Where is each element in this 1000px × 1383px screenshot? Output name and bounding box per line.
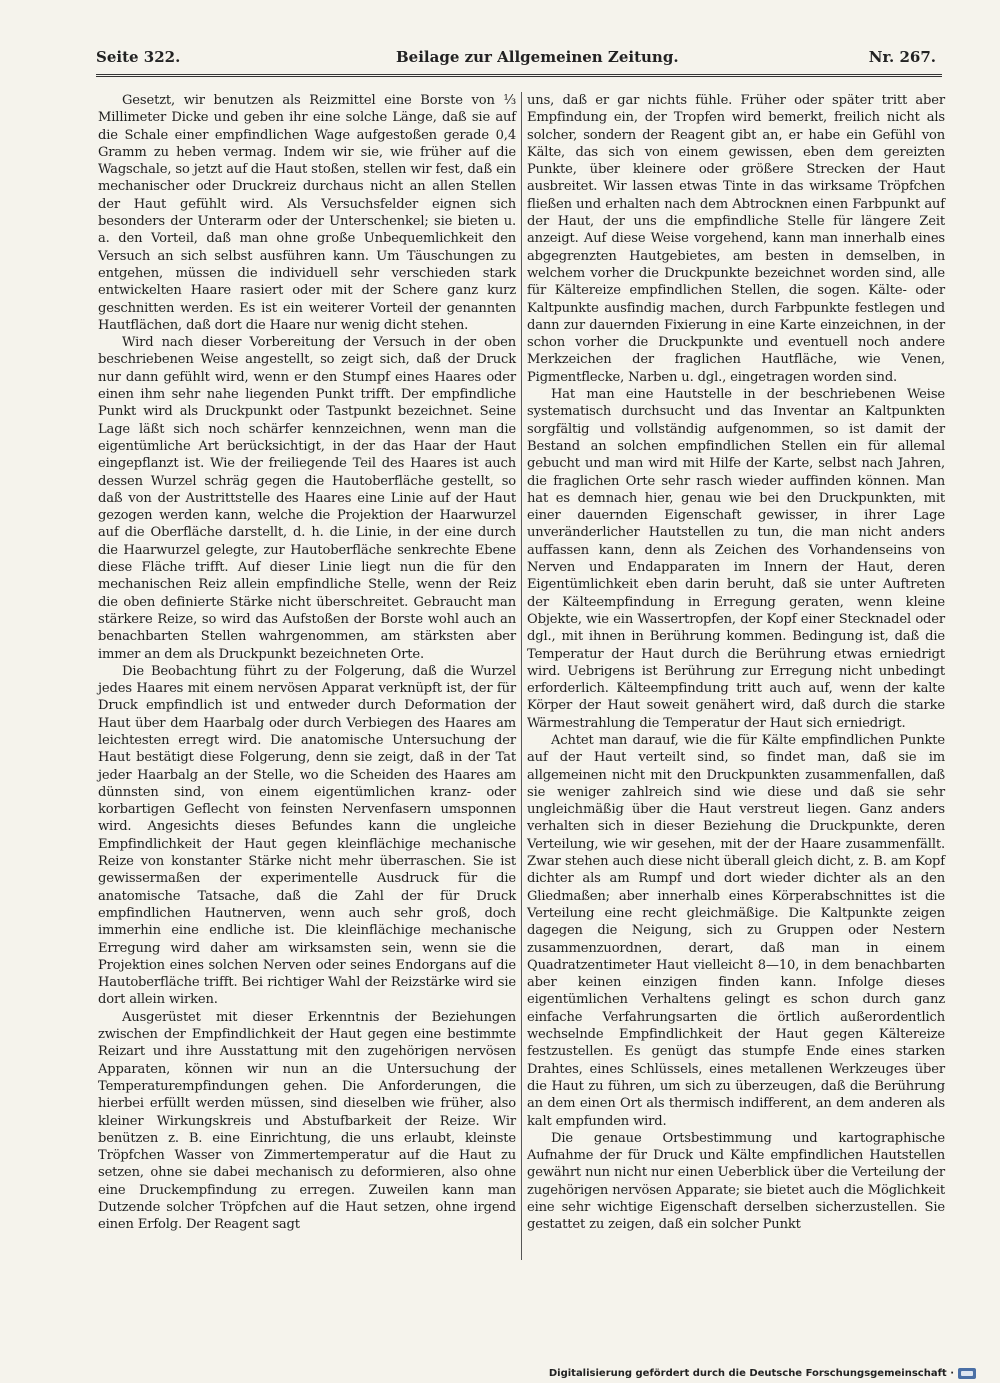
paragraph: uns, daß er gar nichts fühle. Früher oder später tritt aber Empfindung ein, der Tropfen wird bemerkt, freilich nicht als solcher, sondern der Reagent gibt an, er habe ein Gefühl von Kälte, das sich von einem gewissen, eben dem gereizten Punkte, über kleinere oder größere Strecken der Haut ausbreitet. Wir lassen etwas Tinte in das wirksame Tröpfchen fließen und erhalten nach dem Abtrocknen einen Farbpunkt auf der Haut, der uns die empfindliche Stelle für längere Zeit anzeigt. Auf diese Weise vorgehend, kann man innerhalb eines abgegrenzten Hautgebietes, am besten in demselben, in welchem vorher die Druckpunkte bezeichnet worden sind, alle für Kältereize empfindlichen Stellen, die sogen. Kälte- oder Kaltpunkte ausfindig machen, durch Farbpunkte festlegen und dann zur dauernden Fixierung in eine Karte einzeichnen, in der schon vorher die Druckpunkte und eventuell noch andere Merkzeichen der fraglichen Hautfläche, wie Venen, Pigmentflecke, Narben u. dgl., eingetragen worden sind. [527, 93, 945, 385]
page-header [96, 48, 936, 72]
right-column [527, 92, 945, 1234]
column-divider [521, 92, 522, 1260]
footer-text: Digitalisierung gefördert durch die Deutsche Forschungsgemeinschaft · [548, 1367, 954, 1379]
left-column [98, 92, 516, 1234]
paragraph: Achtet man darauf, wie die für Kälte empfindlichen Punkte auf der Haut verteilt sind, so findet man, daß sie im allgemeinen nicht mit den Druckpunkten zusammenfallen, daß sie weniger zahlreich sind wie diese und daß sie sehr ungleichmäßig über die Haut verstreut liegen. Ganz anders verhalten sich in dieser Beziehung die Druckpunkte, deren Verteilung, wie wir gesehen, mit der der Haare zusammenfällt. Zwar stehen auch diese nicht überall gleich dicht, z. B. am Kopf dichter als am Rumpf und dort wieder dichter als an den Gliedmaßen; aber innerhalb eines Körperabschnittes ist die Verteilung eine recht gleichmäßige. Die Kaltpunkte zeigen dagegen die Neigung, sich zu Gruppen oder Nestern zusammenzuordnen, derart, daß man in einem Quadratzentimeter Haut vielleicht 8—10, in dem benachbarten aber keinen einzigen finden kann. Infolge dieses eigentümlichen Verhaltens gelingt es schon durch ganz einfache Verfahrungsarten die örtlich außerordentlich wechselnde Empfindlichkeit der Haut gegen Kältereize festzustellen. Es genügt das stumpfe Ende eines starken Drahtes, eines Schlüssels, eines metallenen Werkzeuges über die Haut zu führen, um sich zu überzeugen, daß die Berührung an dem einen Ort als thermisch indifferent, an dem anderen als kalt empfunden wird. [527, 732, 945, 1129]
header-rule [96, 74, 942, 77]
dfg-logo-icon [958, 1368, 976, 1379]
digitization-footer [549, 1366, 976, 1380]
paragraph: Hat man eine Hautstelle in der beschriebenen Weise systematisch durchsucht und das Inventar an Kaltpunkten sorgfältig und vollständig aufgenommen, so ist damit der Bestand an solchen empfindlichen Stellen ein für allemal gebucht und man wird mit Hilfe der Karte, selbst nach Jahren, die fraglichen Orte sehr rasch wieder auffinden können. Man hat es demnach hier, genau wie bei den Druckpunkten, mit einer dauernden Eigenschaft gewisser, in ihrer Lage unveränderlicher Hautstellen zu tun, die man nicht anders auffassen kann, denn als Zeichen des Vorhandenseins von Nerven und Endapparaten im Innern der Haut, deren Eigentümlichkeit eben darin beruht, daß sie unter Auftreten der Kälteempfindung in Erregung geraten, wenn kleine Objekte, wie ein Wassertropfen, der Kopf einer Stecknadel oder dgl., mit ihnen in Berührung kommen. Bedingung ist, daß die Temperatur der Haut durch die Berührung etwas erniedrigt wird. Uebrigens ist Berührung zur Erregung nicht unbedingt erforderlich. Kälteempfindung tritt auch auf, wenn der kalte Körper der Haut soweit genähert wird, daß durch die starke Wärmestrahlung die Temperatur der Haut sich erniedrigt. [527, 387, 945, 731]
paragraph: Die genaue Ortsbestimmung und kartographische Aufnahme der für Druck und Kälte empfindlichen Hautstellen gewährt nun nicht nur einen Ueberblick über die Verteilung der zugehörigen nervösen Apparate; sie bietet auch die Möglichkeit eine sehr wichtige Eigenschaft derselben sicherzustellen. Sie gestattet zu zeigen, daß ein solcher Punkt [527, 1130, 945, 1233]
paragraph: Wird nach dieser Vorbereitung der Versuch in der oben beschriebenen Weise angestellt, so zeigt sich, daß der Druck nur dann gefühlt wird, wenn er den Stumpf eines Haares oder einen ihm sehr nahe liegenden Punkt trifft. Der empfindliche Punkt wird als Druckpunkt oder Tastpunkt bezeichnet. Seine Lage läßt sich noch schärfer kennzeichnen, wenn man die eigentümliche Art berücksichtigt, in der das Haar der Haut eingepflanzt ist. Wie der freiliegende Teil des Haares ist auch dessen Wurzel schräg gegen die Hautoberfläche gestellt, so daß von der Austrittstelle des Haares eine Linie auf der Haut gezogen werden kann, welche die Projektion der Haarwurzel auf die Oberfläche darstellt, d. h. die Linie, in der eine durch die Haarwurzel gelegte, zur Hautoberfläche senkrechte Ebene diese Fläche trifft. Auf dieser Linie liegt nun die für den mechanischen Reiz allein empfindliche Stelle, wenn der Reiz die oben definierte Stärke nicht überschreitet. Gebraucht man stärkere Reize, so wird das Aufstoßen der Borste wohl auch an benachbarten Stellen wahrgenommen, am stärksten aber immer an dem als Druckpunkt bezeichneten Orte. [98, 335, 516, 662]
page-number: Seite 322. [96, 48, 181, 66]
paragraph: Gesetzt, wir benutzen als Reizmittel eine Borste von ⅓ Millimeter Dicke und geben ihr eine solche Länge, daß sie auf die Schale einer empfindlichen Wage aufgestoßen gerade 0,4 Gramm zu heben vermag. Indem wir sie, wie früher auf die Wagschale, so jetzt auf die Haut stoßen, stellen wir fest, daß ein mechanischer oder Druckreiz durchaus nicht an allen Stellen der Haut gefühlt wird. Als Versuchsfelder eignen sich besonders der Unterarm oder der Unterschenkel; sie bieten u. a. den Vorteil, daß man ohne große Unbequemlichkeit den Versuch an sich selbst ausführen kann. Um Täuschungen zu entgehen, müssen die individuell sehr verschieden stark entwickelten Haare rasiert oder mit der Schere ganz kurz geschnitten werden. Es ist ein weiterer Vorteil der genannten Hautflächen, daß dort die Haare nur wenig dicht stehen. [98, 93, 516, 333]
paragraph: Ausgerüstet mit dieser Erkenntnis der Beziehungen zwischen der Empfindlichkeit der Haut gegen eine bestimmte Reizart und ihre Ausstattung mit den zugehörigen nervösen Apparaten, können wir nun an die Untersuchung der Temperaturempfindungen gehen. Die Anforderungen, die hierbei erfüllt werden müssen, sind dieselben wie früher, also kleiner Wirkungskreis und Abstufbarkeit der Reize. Wir benützen z. B. eine Einrichtung, die uns erlaubt, kleinste Tröpfchen Wasser von Zimmertemperatur auf die Haut zu setzen, ohne sie dabei mechanisch zu deformieren, also ohne eine Druckempfindung zu erregen. Zuweilen kann man Dutzende solcher Tröpfchen auf die Haut setzen, ohne irgend einen Erfolg. Der Reagent sagt [98, 1009, 516, 1233]
issue-number: Nr. 267. [868, 48, 936, 66]
publication-title: Beilage zur Allgemeinen Zeitung. [396, 48, 679, 66]
paragraph: Die Beobachtung führt zu der Folgerung, daß die Wurzel jedes Haares mit einem nervösen Apparat verknüpft ist, der für Druck empfindlich ist und entweder durch Deformation der Haut über dem Haarbalg oder durch Verbiegen des Haares am leichtesten erregt wird. Die anatomische Untersuchung der Haut bestätigt diese Folgerung, denn sie zeigt, daß in der Tat jeder Haarbalg an der Stelle, wo die Scheiden des Haares am dünnsten sind, von einem eigentümlichen kranz- oder korbartigen Geflecht von feinsten Nervenfasern umsponnen wird. Angesichts dieses Befundes kann die ungleiche Empfindlichkeit der Haut gegen kleinflächige mechanische Reize von konstanter Stärke nicht mehr überraschen. Sie ist gewissermaßen der experimentelle Ausdruck für die anatomische Tatsache, daß die Zahl der für Druck empfindlichen Hautnerven, wenn auch sehr groß, doch immerhin eine endliche ist. Die kleinflächige mechanische Erregung wird daher am wirksamsten sein, wenn sie die Projektion eines solchen Nerven oder seines Endorgans auf die Hautoberfläche trifft. Bei richtiger Wahl der Reizstärke wird sie dort allein wirken. [98, 663, 516, 1008]
